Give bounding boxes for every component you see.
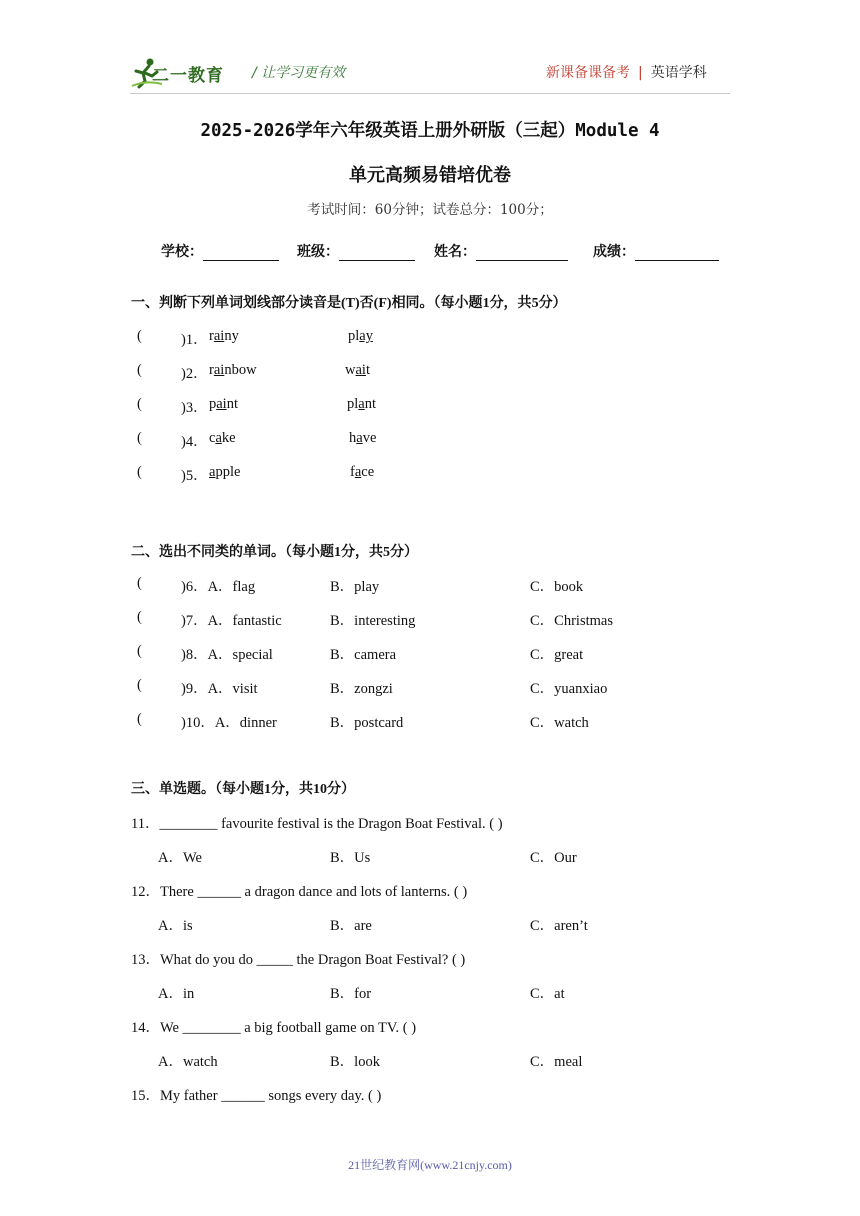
section2-heading: 二、选出不同类的单词。（每小题1分，共5分） xyxy=(131,544,418,560)
answer-paren[interactable]: ( xyxy=(137,609,142,625)
answer-paren[interactable]: ( xyxy=(137,677,142,693)
word-2: play xyxy=(348,328,373,344)
brand-logo xyxy=(130,56,240,90)
option-a[interactable]: A．is xyxy=(158,918,193,934)
question-stem: 14．We ________ a big football game on TV. ( ) xyxy=(131,1020,417,1036)
answer-paren[interactable]: ( xyxy=(137,464,142,480)
underlined-letters: a xyxy=(215,430,222,446)
answer-paren[interactable]: ( xyxy=(137,430,142,446)
score-field[interactable]: 成绩： xyxy=(593,241,719,261)
word-1: apple xyxy=(209,464,241,480)
word-2: wait xyxy=(345,362,370,378)
question-number: )4． xyxy=(181,434,208,450)
answer-paren[interactable]: ( xyxy=(137,362,142,378)
header-divider xyxy=(130,93,730,94)
header-subject: 英语学科 xyxy=(650,65,707,81)
school-field[interactable]: 学校： xyxy=(161,241,279,261)
question-number: )2． xyxy=(181,366,208,382)
question-stem: 13．What do you do _____ the Dragon Boat Festival? ( ) xyxy=(131,952,466,968)
exam-info: 考试时间：60分钟；试卷总分：100分； xyxy=(307,202,553,218)
option-a[interactable]: A．in xyxy=(158,986,195,1002)
option-a: )6．A．flag xyxy=(181,579,256,595)
underlined-letters: ai xyxy=(355,362,366,378)
question-stem: 11．________ favourite festival is the Dragon Boat Festival. ( ) xyxy=(131,816,503,832)
question-number: )5． xyxy=(181,468,208,484)
option-b[interactable]: B．are xyxy=(330,918,372,934)
option-c: C．great xyxy=(530,647,584,663)
option-a: )7．A．fantastic xyxy=(181,613,282,629)
word-1: rainy xyxy=(209,328,239,344)
option-c[interactable]: C．at xyxy=(530,986,565,1002)
page-title: 2025-2026学年六年级英语上册外研版（三起）Module 4 xyxy=(200,121,660,141)
option-a: )10．A．dinner xyxy=(181,715,277,731)
name-field[interactable]: 姓名： xyxy=(434,241,568,261)
question-number: )3． xyxy=(181,400,208,416)
underlined-letters: a xyxy=(356,430,363,446)
option-c[interactable]: C．aren’t xyxy=(530,918,588,934)
option-c: C．yuanxiao xyxy=(530,681,608,697)
page-footer: 21世纪教育网(www.21cnjy.com) xyxy=(348,1158,512,1172)
option-b[interactable]: B．Us xyxy=(330,850,371,866)
option-a: )8．A．special xyxy=(181,647,273,663)
option-c: C．Christmas xyxy=(530,613,613,629)
section3-heading: 三、单选题。（每小题1分，共10分） xyxy=(131,781,355,797)
underlined-letters: ai xyxy=(213,362,225,378)
option-b: B．zongzi xyxy=(330,681,393,697)
option-a: )9．A．visit xyxy=(181,681,258,697)
class-field[interactable]: 班级： xyxy=(297,241,415,261)
option-a[interactable]: A．watch xyxy=(158,1054,218,1070)
word-1: rainbow xyxy=(209,362,257,378)
underlined-letters: ay xyxy=(359,328,373,344)
option-b[interactable]: B．for xyxy=(330,986,372,1002)
page-subtitle: 单元高频易错培优卷 xyxy=(349,165,511,186)
option-b[interactable]: B．look xyxy=(330,1054,380,1070)
header-tagline: 新课备课备考 xyxy=(546,65,630,81)
option-c: C．book xyxy=(530,579,584,595)
underlined-letters: a xyxy=(354,464,362,480)
underlined-letters: a xyxy=(358,396,365,412)
option-b: B．interesting xyxy=(330,613,416,629)
answer-paren[interactable]: ( xyxy=(137,643,142,659)
option-a[interactable]: A．We xyxy=(158,850,202,866)
underlined-letters: ai xyxy=(216,396,227,412)
word-2: face xyxy=(350,464,375,480)
header-slogan: / 让学习更有效 xyxy=(252,65,346,81)
answer-paren[interactable]: ( xyxy=(137,575,142,591)
word-2: have xyxy=(349,430,377,446)
question-number: )1． xyxy=(181,332,208,348)
word-1: cake xyxy=(209,430,236,446)
section1-heading: 一、判断下列单词划线部分读音是(T)否(F)相同。（每小题1分，共5分） xyxy=(131,295,567,311)
underlined-letters: ai xyxy=(213,328,225,344)
word-2: plant xyxy=(347,396,376,412)
option-b: B．postcard xyxy=(330,715,404,731)
answer-paren[interactable]: ( xyxy=(137,396,142,412)
underlined-letters: a xyxy=(209,464,216,480)
option-c: C．watch xyxy=(530,715,589,731)
option-c[interactable]: C．meal xyxy=(530,1054,583,1070)
logo-text: 二一教育 xyxy=(152,66,224,86)
question-stem: 15．My father ______ songs every day. ( ) xyxy=(131,1088,382,1104)
option-c[interactable]: C．Our xyxy=(530,850,577,866)
answer-paren[interactable]: ( xyxy=(137,328,142,344)
option-b: B．camera xyxy=(330,647,397,663)
option-b: B．play xyxy=(330,579,380,595)
question-stem: 12．There ______ a dragon dance and lots of lanterns. ( ) xyxy=(131,884,468,900)
answer-paren[interactable]: ( xyxy=(137,711,142,727)
word-1: paint xyxy=(209,396,238,412)
header-right: 新课备课备考 | 英语学科 xyxy=(546,65,707,81)
